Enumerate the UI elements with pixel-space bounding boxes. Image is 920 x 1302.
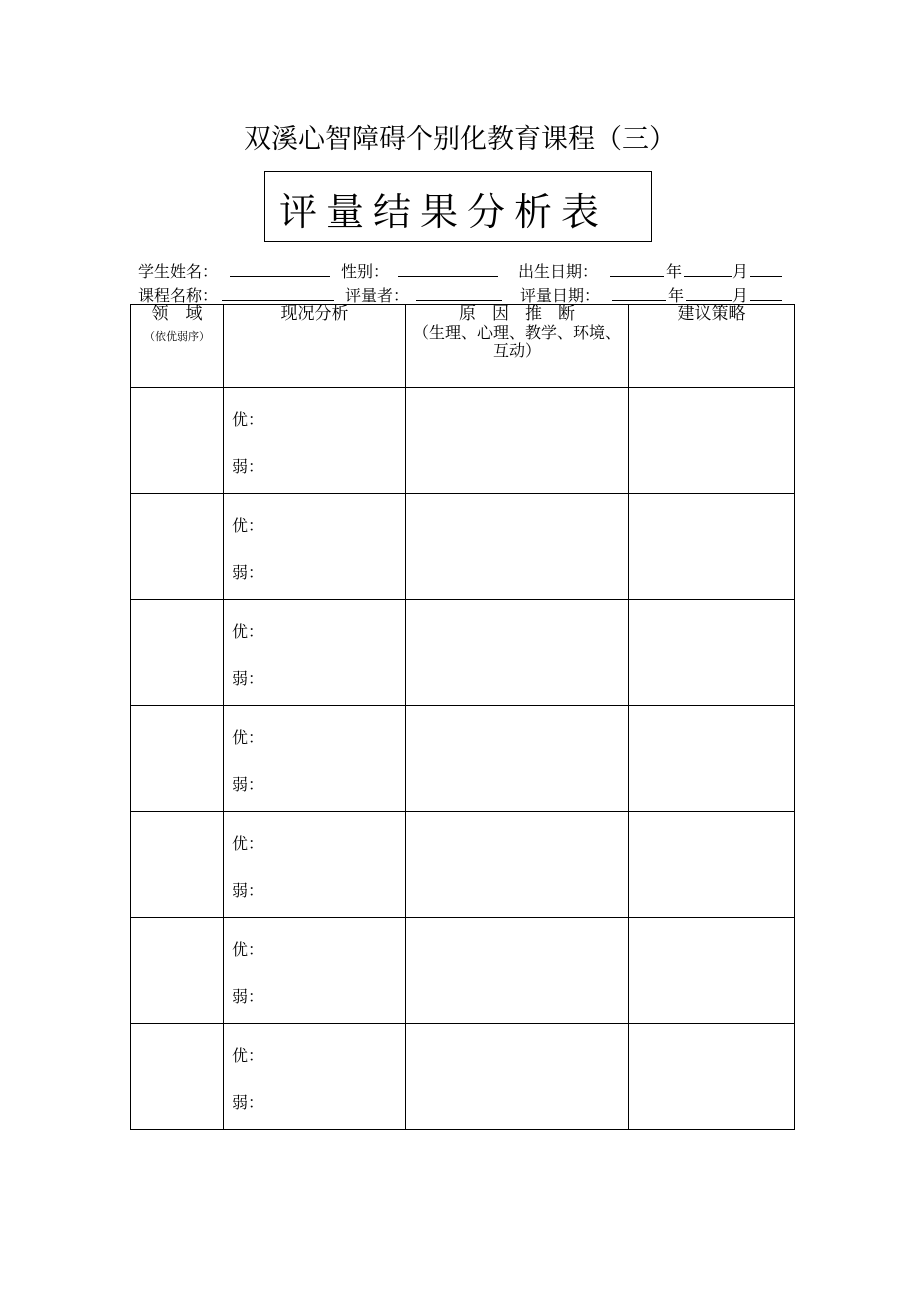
header-cause-sub: （生理、心理、教学、环境、互动） [412, 323, 621, 360]
weakness-label: 弱： [232, 1093, 265, 1112]
strength-label: 优： [232, 834, 265, 853]
domain-cell[interactable] [131, 600, 224, 706]
birth-year-label: 年 [666, 262, 683, 281]
weakness-label: 弱： [232, 457, 265, 476]
domain-cell[interactable] [131, 812, 224, 918]
strength-label: 优： [232, 940, 265, 959]
eval-year-label: 年 [668, 286, 685, 305]
strategy-cell[interactable] [629, 918, 795, 1024]
header-strategy [629, 305, 795, 388]
table-row [131, 494, 795, 600]
strength-label: 优： [232, 410, 265, 429]
birth-day-field[interactable] [750, 259, 782, 277]
birth-month-label: 月 [732, 262, 749, 281]
table-row [131, 918, 795, 1024]
eval-month-field[interactable] [686, 283, 732, 301]
form-title-box [264, 171, 652, 242]
status-cell[interactable] [224, 706, 406, 812]
header-domain-label: 领 域 [151, 304, 203, 324]
cause-cell[interactable] [406, 918, 629, 1024]
course-name-field[interactable] [222, 283, 334, 301]
header-status-label: 现况分析 [280, 304, 349, 324]
weakness-label: 弱： [232, 775, 265, 794]
header-cause [406, 305, 629, 388]
table-row [131, 1024, 795, 1130]
strategy-cell[interactable] [629, 494, 795, 600]
cause-cell[interactable] [406, 706, 629, 812]
student-name-label: 学生姓名： [138, 262, 219, 281]
strength-label: 优： [232, 1046, 265, 1065]
birth-month-field[interactable] [684, 259, 732, 277]
eval-year-field[interactable] [612, 283, 666, 301]
status-cell[interactable] [224, 494, 406, 600]
cause-cell[interactable] [406, 812, 629, 918]
evaluator-label: 评量者： [345, 286, 410, 305]
form-title: 评量结果分析表 [279, 190, 609, 234]
table-row [131, 706, 795, 812]
evaluator-field[interactable] [416, 283, 502, 301]
domain-cell[interactable] [131, 918, 224, 1024]
header-domain-sub: （依优弱序） [144, 330, 210, 343]
weakness-label: 弱： [232, 563, 265, 582]
analysis-table [130, 304, 795, 1130]
course-name-label: 课程名称： [138, 286, 219, 305]
strategy-cell[interactable] [629, 812, 795, 918]
table-row [131, 600, 795, 706]
header-status [224, 305, 406, 388]
cause-cell[interactable] [406, 494, 629, 600]
table-header-row [131, 305, 795, 388]
strength-label: 优： [232, 622, 265, 641]
strategy-cell[interactable] [629, 706, 795, 812]
table-body [131, 388, 795, 1130]
table-row [131, 812, 795, 918]
eval-date-label: 评量日期： [520, 286, 601, 305]
domain-cell[interactable] [131, 388, 224, 494]
table-row [131, 388, 795, 494]
document-title: 双溪心智障碍个别化教育课程（三） [244, 124, 676, 155]
eval-day-field[interactable] [750, 283, 782, 301]
weakness-label: 弱： [232, 881, 265, 900]
status-cell[interactable] [224, 918, 406, 1024]
gender-label: 性别： [341, 262, 390, 281]
birth-year-field[interactable] [610, 259, 664, 277]
student-name-field[interactable] [230, 259, 330, 277]
domain-cell[interactable] [131, 1024, 224, 1130]
strength-label: 优： [232, 728, 265, 747]
strength-label: 优： [232, 516, 265, 535]
strategy-cell[interactable] [629, 600, 795, 706]
status-cell[interactable] [224, 600, 406, 706]
cause-cell[interactable] [406, 600, 629, 706]
eval-month-label: 月 [732, 286, 749, 305]
header-cause-label: 原因推断 [459, 304, 591, 324]
status-cell[interactable] [224, 812, 406, 918]
weakness-label: 弱： [232, 987, 265, 1006]
cause-cell[interactable] [406, 388, 629, 494]
domain-cell[interactable] [131, 494, 224, 600]
status-cell[interactable] [224, 1024, 406, 1130]
gender-field[interactable] [398, 259, 498, 277]
weakness-label: 弱： [232, 669, 265, 688]
strategy-cell[interactable] [629, 388, 795, 494]
strategy-cell[interactable] [629, 1024, 795, 1130]
cause-cell[interactable] [406, 1024, 629, 1130]
header-strategy-label: 建议策略 [677, 304, 746, 324]
header-domain [131, 305, 224, 388]
domain-cell[interactable] [131, 706, 224, 812]
status-cell[interactable] [224, 388, 406, 494]
birth-date-label: 出生日期： [518, 262, 599, 281]
